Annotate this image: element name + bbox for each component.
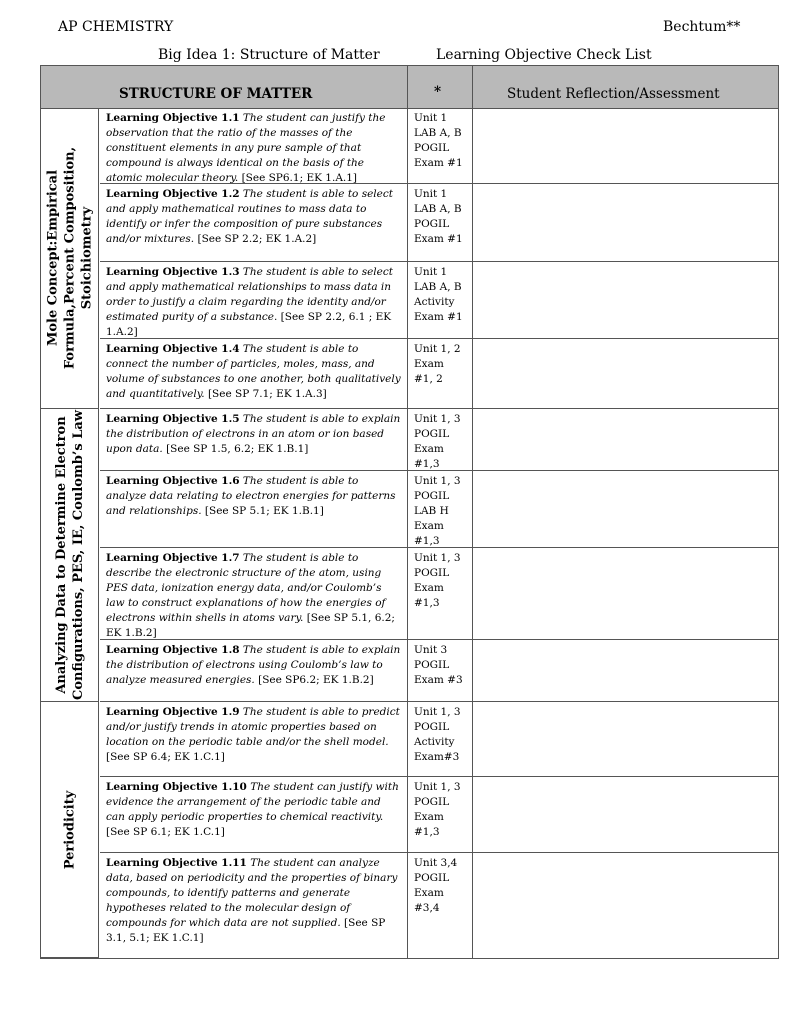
- objective-reference: [See SP 7.1; EK 1.A.3]: [207, 388, 327, 400]
- reflection-cell[interactable]: [466, 471, 777, 547]
- objective-table: [40, 65, 779, 959]
- objective-label: Learning Objective 1.8: [106, 644, 240, 656]
- objective-description: The student is able to describe the electronic structure of the atom, using PES data, ionization energy data, and/or Coulomb’s law to construct explanations of how the energies of electrons within shells in atoms vary.: [106, 552, 386, 624]
- objective-label: Learning Objective 1.1: [106, 112, 240, 124]
- objective-row: [100, 339, 778, 409]
- reflection-cell[interactable]: [466, 184, 777, 261]
- unit-assessment: Unit 1 LAB A, B Activity Exam #1: [414, 266, 463, 323]
- reflection-cell[interactable]: [466, 108, 777, 183]
- objective-label: Learning Objective 1.3: [106, 266, 240, 278]
- column-divider-units: [407, 409, 408, 702]
- objective-label: Learning Objective 1.11: [106, 857, 247, 869]
- objective-label: Learning Objective 1.2: [106, 188, 240, 200]
- objective-description: The student is able to explain the distribution of electrons in an atom or ion based upon data.: [106, 413, 401, 455]
- objective-row: [100, 640, 778, 702]
- column-divider-units: [407, 108, 408, 409]
- objective-text: [106, 705, 402, 765]
- objective-text: [106, 643, 402, 688]
- objective-text: [106, 342, 402, 402]
- objective-label: Learning Objective 1.9: [106, 706, 240, 718]
- objective-description: The student is able to predict and/or justify trends in atomic properties based on location on the periodic table and/or the shell model.: [106, 706, 400, 748]
- objective-description: The student can justify the observation that the ratio of the masses of the constituent elements in any pure sample of that compound is always identical on the basis of the atomic molecular theory.: [106, 112, 386, 184]
- objective-description: The student is able to select and apply mathematical relationships to mass data in order to justify a claim regarding the identity and/or estimated purity of a substance.: [106, 266, 393, 323]
- column-header-star: *: [434, 84, 442, 100]
- unit-assessment: Unit 1, 3 POGIL Exam #1,3: [414, 413, 461, 470]
- objective-description: The student can justify with evidence the arrangement of the periodic table and can apply periodic properties to chemical reactivity.: [106, 781, 399, 823]
- table-header: [41, 66, 778, 109]
- objective-reference: [See SP 6.4; EK 1.C.1]: [106, 751, 225, 763]
- column-header-reflection: Student Reflection/Assessment: [507, 86, 720, 102]
- objective-label: Learning Objective 1.10: [106, 781, 247, 793]
- objective-text: [106, 187, 402, 247]
- objective-reference: [See SP 2.2; EK 1.A.2]: [197, 233, 317, 245]
- objective-label: Learning Objective 1.7: [106, 552, 240, 564]
- checklist-title: Learning Objective Check List: [436, 47, 652, 63]
- reflection-cell[interactable]: [466, 640, 777, 701]
- category-label: [61, 790, 78, 869]
- objective-text: [106, 412, 402, 457]
- reflection-cell[interactable]: [466, 853, 777, 958]
- objective-row: [100, 471, 778, 548]
- category-label-line: Periodicity: [62, 790, 77, 869]
- objective-row: [100, 548, 778, 640]
- category-label-line: Formula,Percent Composition,: [62, 146, 77, 370]
- objective-reference: [See SP6.1; EK 1.A.1]: [241, 172, 358, 184]
- objective-reference: [See SP 3.1, 5.1; EK 1.C.1]: [106, 917, 386, 944]
- reflection-cell[interactable]: [466, 548, 777, 639]
- objective-row: [100, 702, 778, 777]
- unit-assessment: Unit 1 LAB A, B POGIL Exam #1: [414, 112, 463, 169]
- objective-label: Learning Objective 1.4: [106, 343, 240, 355]
- category-cell: [41, 702, 99, 958]
- objective-description: The student can analyze data, based on periodicity and the properties of binary compounds, to identify patterns and generate hypotheses related to the molecular design of compounds for which data are not supplied.: [106, 857, 398, 929]
- objective-text: [106, 780, 402, 840]
- unit-assessment: Unit 1, 3 POGIL LAB H Exam #1,3: [414, 475, 461, 547]
- column-header-structure: STRUCTURE OF MATTER: [119, 86, 313, 102]
- objective-reference: [See SP6.2; EK 1.B.2]: [258, 674, 374, 686]
- unit-assessment: Unit 1 LAB A, B POGIL Exam #1: [414, 188, 463, 245]
- objective-description: The student is able to connect the number of particles, moles, mass, and volume of substances to one another, both qualitatively and quantitatively.: [106, 343, 401, 400]
- objective-reference: [See SP 5.1; EK 1.B.1]: [204, 505, 324, 517]
- column-divider-units: [407, 702, 408, 958]
- objective-label: Learning Objective 1.6: [106, 475, 240, 487]
- category-label-line: Configurations, PES, IE, Coulomb’s Law: [70, 410, 86, 700]
- objective-reference: [See SP 2.2, 6.1 ; EK 1.A.2]: [106, 311, 392, 338]
- category-label-line: Stoichiometry: [79, 206, 94, 310]
- category-cell: [41, 409, 99, 702]
- objective-row: [100, 262, 778, 339]
- objective-row: [100, 184, 778, 262]
- objective-row: [100, 409, 778, 471]
- category-label: [53, 410, 87, 700]
- category-label: [44, 147, 95, 369]
- objective-reference: [See SP 1.5, 6.2; EK 1.B.1]: [166, 443, 309, 455]
- category-cell: [41, 108, 99, 409]
- teacher-name: Bechtum**: [663, 19, 741, 35]
- category-label-line: Mole Concept:Empirical: [45, 169, 60, 347]
- objective-reference: [See SP 5.1, 6.2; EK 1.B.2]: [106, 612, 395, 639]
- objective-reference: [See SP 6.1; EK 1.C.1]: [106, 826, 225, 838]
- objective-text: [106, 111, 402, 186]
- unit-assessment: Unit 3,4 POGIL Exam #3,4: [414, 857, 458, 914]
- unit-assessment: Unit 1, 3 POGIL Exam #1,3: [414, 552, 461, 609]
- objective-row: [100, 108, 778, 184]
- unit-assessment: Unit 1, 2 Exam #1, 2: [414, 343, 461, 385]
- objective-text: [106, 551, 402, 641]
- big-idea-title: Big Idea 1: Structure of Matter: [158, 47, 380, 63]
- objective-row: [100, 853, 778, 958]
- objective-description: The student is able to select and apply mathematical routines to mass data to identify or infer the composition of pure substances and/or mixtures.: [106, 188, 393, 245]
- unit-assessment: Unit 3 POGIL Exam #3: [414, 644, 463, 686]
- header-divider: [407, 66, 408, 108]
- objective-row: [100, 777, 778, 853]
- objective-text: [106, 474, 402, 519]
- objective-description: The student is able to analyze data relating to electron energies for patterns and relationships.: [106, 475, 396, 517]
- reflection-cell[interactable]: [466, 339, 777, 408]
- objective-description: The student is able to explain the distribution of electrons using Coulomb’s law to analyze measured energies.: [106, 644, 401, 686]
- course-title: AP CHEMISTRY: [58, 19, 174, 35]
- objective-text: [106, 856, 402, 946]
- objective-label: Learning Objective 1.5: [106, 413, 240, 425]
- reflection-cell[interactable]: [466, 262, 777, 338]
- objective-text: [106, 265, 402, 340]
- category-label-line: Analyzing Data to Determine Electron: [53, 416, 69, 694]
- reflection-cell[interactable]: [466, 702, 777, 776]
- reflection-cell[interactable]: [466, 777, 777, 852]
- reflection-cell[interactable]: [466, 409, 777, 470]
- unit-assessment: Unit 1, 3 POGIL Activity Exam#3: [414, 706, 461, 763]
- unit-assessment: Unit 1, 3 POGIL Exam #1,3: [414, 781, 461, 838]
